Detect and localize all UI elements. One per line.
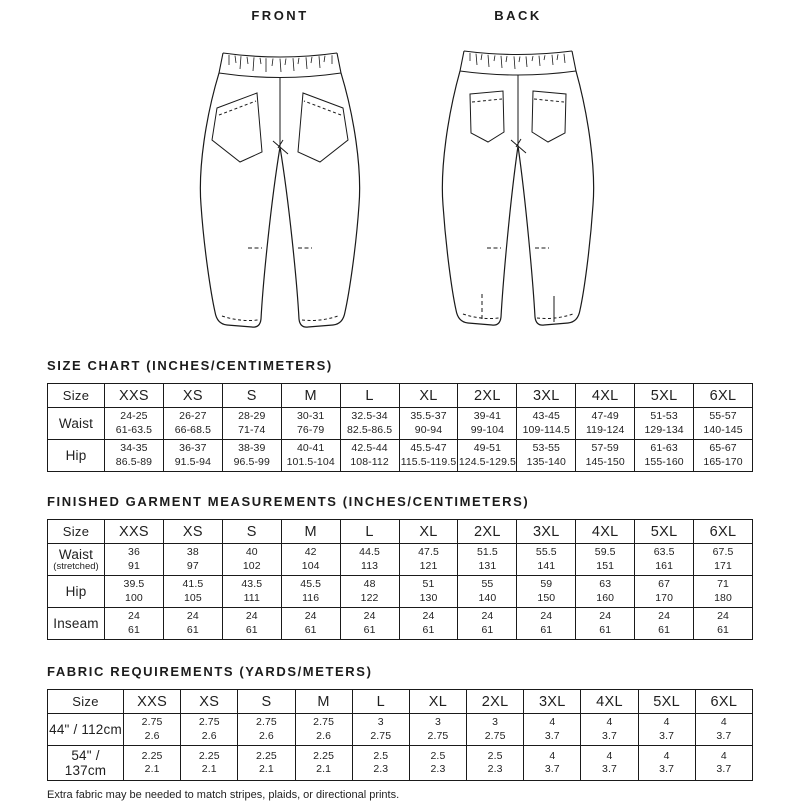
- row-label: 54" / 137cm: [48, 746, 124, 781]
- fabric-footnote: Extra fabric may be needed to match stripes, plaids, or directional prints.: [47, 789, 400, 801]
- measurement-cell: 2.75 2.6: [181, 714, 238, 746]
- header-row: [48, 690, 753, 714]
- column-header: XL: [409, 690, 466, 714]
- fabric-requirements-section: [47, 664, 753, 802]
- header-row: [48, 520, 753, 544]
- measurement-cell: 24 61: [105, 608, 164, 640]
- column-header: M: [281, 520, 340, 544]
- measurement-cell: 67 170: [635, 576, 694, 608]
- front-waistband: [219, 53, 341, 78]
- header-row: [48, 384, 753, 408]
- table-row: [48, 746, 753, 781]
- table-row: [48, 576, 753, 608]
- column-header: 3XL: [517, 520, 576, 544]
- column-header: 4XL: [581, 690, 638, 714]
- measurement-cell: 3 2.75: [409, 714, 466, 746]
- measurement-cell: 61-63 155-160: [635, 440, 694, 472]
- column-header: XS: [181, 690, 238, 714]
- measurement-cell: 35.5-37 90-94: [399, 408, 458, 440]
- column-header: XL: [399, 384, 458, 408]
- measurement-cell: 24 61: [340, 608, 399, 640]
- measurement-cell: 47.5 121: [399, 544, 458, 576]
- measurement-cell: 3 2.75: [352, 714, 409, 746]
- column-header: 4XL: [576, 384, 635, 408]
- size-chart-table: [47, 383, 753, 472]
- measurement-cell: 45.5-47 115.5-119.5: [399, 440, 458, 472]
- column-header: 5XL: [635, 384, 694, 408]
- front-view-label: FRONT: [251, 8, 309, 23]
- column-header: 6XL: [695, 690, 752, 714]
- measurement-cell: 2.75 2.6: [238, 714, 295, 746]
- column-header: 6XL: [694, 520, 753, 544]
- measurement-cell: 49-51 124.5-129.5: [458, 440, 517, 472]
- measurement-cell: 67.5 171: [694, 544, 753, 576]
- back-waistband: [460, 51, 576, 75]
- measurement-cell: 53-55 135-140: [517, 440, 576, 472]
- measurement-cell: 24 61: [694, 608, 753, 640]
- table-row: [48, 714, 753, 746]
- measurement-cell: 48 122: [340, 576, 399, 608]
- measurement-cell: 40-41 101.5-104: [281, 440, 340, 472]
- size-chart-section: [47, 358, 753, 472]
- front-hem-stitching: [222, 316, 338, 321]
- measurement-cell: 59.5 151: [576, 544, 635, 576]
- measurement-cell: 2.5 2.3: [352, 746, 409, 781]
- measurement-cell: 55.5 141: [517, 544, 576, 576]
- column-header: 4XL: [576, 520, 635, 544]
- column-header: XXS: [105, 520, 164, 544]
- column-header: XS: [163, 520, 222, 544]
- measurement-cell: 24 61: [635, 608, 694, 640]
- measurement-cell: 32.5-34 82.5-86.5: [340, 408, 399, 440]
- front-view-figure: [195, 8, 365, 334]
- column-header: L: [352, 690, 409, 714]
- row-label: Waist: [48, 408, 105, 440]
- column-header: M: [281, 384, 340, 408]
- column-header: 2XL: [467, 690, 524, 714]
- column-header: XL: [399, 520, 458, 544]
- column-header: L: [340, 520, 399, 544]
- column-header: XXS: [105, 384, 164, 408]
- measurement-cell: 36-37 91.5-94: [163, 440, 222, 472]
- finished-garment-title: FINISHED GARMENT MEASUREMENTS (INCHES/CENTIMETERS): [47, 494, 530, 509]
- column-header: Size: [48, 690, 124, 714]
- measurement-cell: 43-45 109-114.5: [517, 408, 576, 440]
- fabric-requirements-title: FABRIC REQUIREMENTS (YARDS/METERS): [47, 664, 373, 679]
- measurement-cell: 71 180: [694, 576, 753, 608]
- column-header: XXS: [124, 690, 181, 714]
- column-header: 3XL: [517, 384, 576, 408]
- technical-drawings: [0, 0, 800, 346]
- measurement-cell: 2.5 2.3: [467, 746, 524, 781]
- measurement-cell: 24-25 61-63.5: [105, 408, 164, 440]
- column-header: 2XL: [458, 520, 517, 544]
- finished-garment-table: [47, 519, 753, 640]
- measurement-cell: 51.5 131: [458, 544, 517, 576]
- column-header: M: [295, 690, 352, 714]
- measurement-cell: 42.5-44 108-112: [340, 440, 399, 472]
- measurement-cell: 24 61: [517, 608, 576, 640]
- measurement-cell: 57-59 145-150: [576, 440, 635, 472]
- measurement-cell: 63 160: [576, 576, 635, 608]
- measurement-cell: 63.5 161: [635, 544, 694, 576]
- measurement-cell: 4 3.7: [524, 714, 581, 746]
- front-view-pants-drawing: [195, 42, 365, 334]
- row-label: Inseam: [48, 608, 105, 640]
- row-label: Hip: [48, 576, 105, 608]
- measurement-cell: 34-35 86.5-89: [105, 440, 164, 472]
- measurement-cell: 41.5 105: [163, 576, 222, 608]
- back-view-pants-drawing: [438, 42, 598, 334]
- front-center-seam: [273, 77, 288, 154]
- measurement-cell: 51 130: [399, 576, 458, 608]
- measurement-cell: 3 2.75: [467, 714, 524, 746]
- measurement-cell: 24 61: [576, 608, 635, 640]
- measurement-cell: 36 91: [105, 544, 164, 576]
- measurement-cell: 44.5 113: [340, 544, 399, 576]
- measurement-cell: 65-67 165-170: [694, 440, 753, 472]
- measurement-cell: 24 61: [458, 608, 517, 640]
- column-header: 6XL: [694, 384, 753, 408]
- finished-garment-section: [47, 494, 753, 640]
- back-view-label: BACK: [494, 8, 542, 23]
- back-waistband-gathers: [470, 53, 565, 69]
- measurement-cell: 59 150: [517, 576, 576, 608]
- size-chart-title: SIZE CHART (INCHES/CENTIMETERS): [47, 358, 333, 373]
- column-header: 3XL: [524, 690, 581, 714]
- column-header: Size: [48, 384, 105, 408]
- measurement-cell: 4 3.7: [638, 714, 695, 746]
- measurement-cell: 24 61: [281, 608, 340, 640]
- column-header: 5XL: [635, 520, 694, 544]
- measurement-cell: 51-53 129-134: [635, 408, 694, 440]
- measurement-cell: 55 140: [458, 576, 517, 608]
- column-header: L: [340, 384, 399, 408]
- row-label: Hip: [48, 440, 105, 472]
- charts-content: [47, 358, 753, 802]
- column-header: S: [222, 520, 281, 544]
- front-waistband-gathers: [229, 55, 332, 72]
- table-row: [48, 608, 753, 640]
- back-view-figure: [438, 8, 598, 334]
- measurement-cell: 4 3.7: [581, 714, 638, 746]
- measurement-cell: 4 3.7: [581, 746, 638, 781]
- table-row: [48, 408, 753, 440]
- column-header: Size: [48, 520, 105, 544]
- measurement-cell: 42 104: [281, 544, 340, 576]
- measurement-cell: 2.5 2.3: [409, 746, 466, 781]
- measurement-cell: 4 3.7: [695, 746, 752, 781]
- measurement-cell: 40 102: [222, 544, 281, 576]
- back-leg-seam-marks: [482, 294, 554, 322]
- measurement-cell: 28-29 71-74: [222, 408, 281, 440]
- row-label: Waist (stretched): [48, 544, 105, 576]
- column-header: 2XL: [458, 384, 517, 408]
- table-row: [48, 544, 753, 576]
- measurement-cell: 4 3.7: [524, 746, 581, 781]
- measurement-cell: 30-31 76-79: [281, 408, 340, 440]
- measurement-cell: 38-39 96.5-99: [222, 440, 281, 472]
- measurement-cell: 24 61: [399, 608, 458, 640]
- back-hem-stitching: [463, 314, 573, 319]
- measurement-cell: 24 61: [222, 608, 281, 640]
- measurement-cell: 2.25 2.1: [181, 746, 238, 781]
- measurement-cell: 43.5 111: [222, 576, 281, 608]
- measurement-cell: 24 61: [163, 608, 222, 640]
- column-header: XS: [163, 384, 222, 408]
- column-header: S: [222, 384, 281, 408]
- measurement-cell: 2.25 2.1: [124, 746, 181, 781]
- measurement-cell: 4 3.7: [638, 746, 695, 781]
- column-header: S: [238, 690, 295, 714]
- fabric-requirements-table: [47, 689, 753, 781]
- measurement-cell: 39-41 99-104: [458, 408, 517, 440]
- measurement-cell: 2.25 2.1: [238, 746, 295, 781]
- measurement-cell: 26-27 66-68.5: [163, 408, 222, 440]
- measurement-cell: 45.5 116: [281, 576, 340, 608]
- table-row: [48, 440, 753, 472]
- measurement-cell: 47-49 119-124: [576, 408, 635, 440]
- measurement-cell: 55-57 140-145: [694, 408, 753, 440]
- measurement-cell: 2.75 2.6: [295, 714, 352, 746]
- measurement-cell: 4 3.7: [695, 714, 752, 746]
- measurement-cell: 39.5 100: [105, 576, 164, 608]
- column-header: 5XL: [638, 690, 695, 714]
- measurement-cell: 2.75 2.6: [124, 714, 181, 746]
- measurement-cell: 38 97: [163, 544, 222, 576]
- measurement-cell: 2.25 2.1: [295, 746, 352, 781]
- back-center-seam: [511, 75, 526, 153]
- row-label: 44" / 112cm: [48, 714, 124, 746]
